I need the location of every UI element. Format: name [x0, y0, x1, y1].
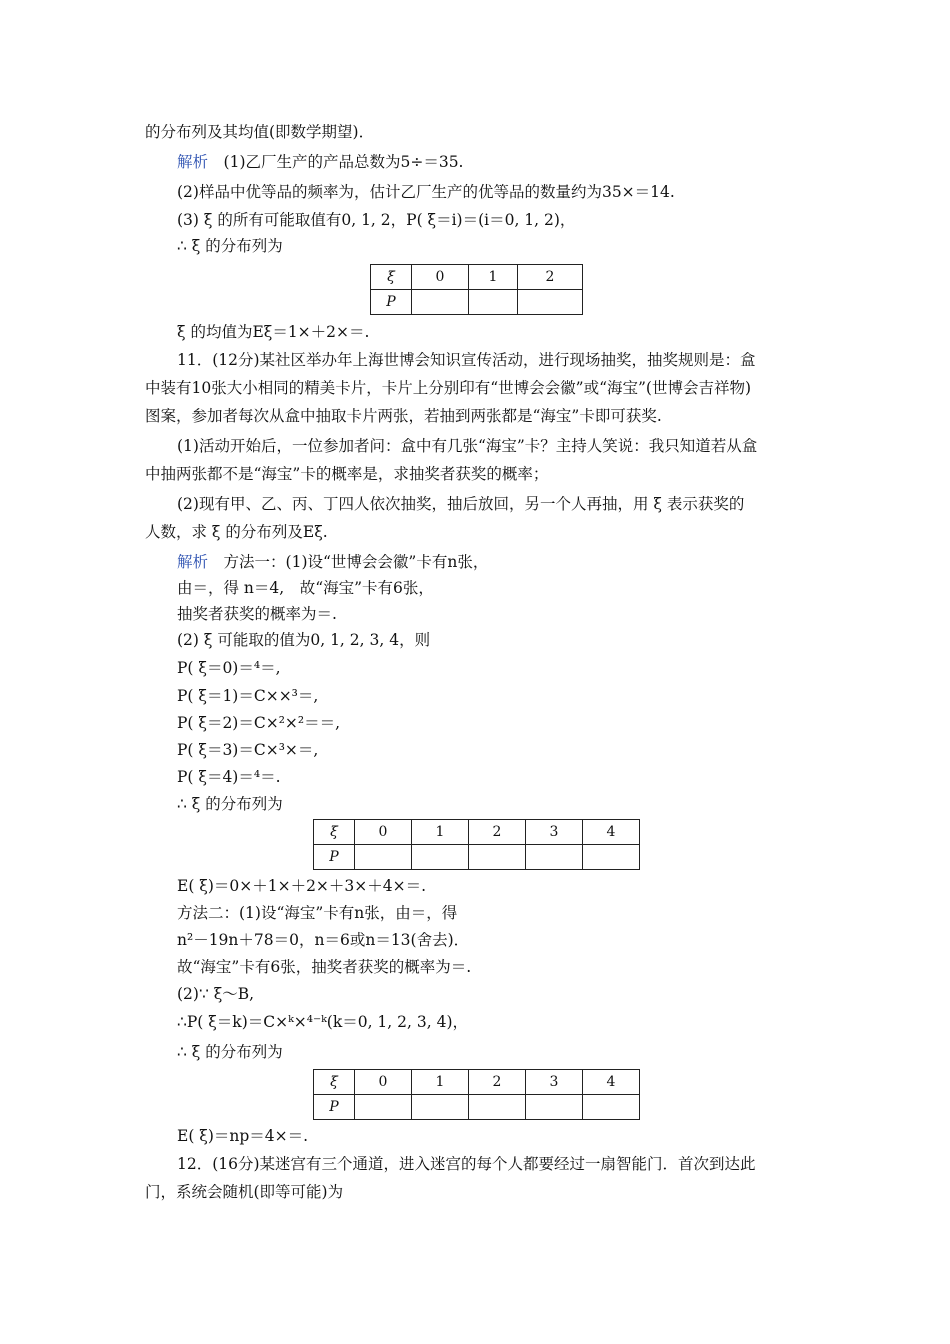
text-line: 故“海宝”卡有6张，抽奖者获奖的概率为＝.: [177, 958, 472, 976]
text-line: (2)现有甲、乙、丙、丁四人依次抽奖，抽后放回，另一个人再抽，用 ξ 表示获奖的: [177, 495, 745, 513]
table-row: [314, 845, 640, 870]
table-cell: 0: [355, 820, 412, 845]
text-line: ∴P( ξ＝k)＝C×ᵏ×⁴⁻ᵏ(k＝0, 1, 2, 3, 4)，: [177, 1013, 468, 1031]
table-cell: 4: [583, 820, 640, 845]
distribution-table-3: [313, 1069, 640, 1120]
text-line: ∴ ξ 的分布列为: [177, 795, 283, 813]
table-cell: [526, 1095, 583, 1120]
table-cell: 2: [469, 1070, 526, 1095]
text-line: (2) ξ 可能取的值为0, 1, 2, 3, 4，则: [177, 631, 431, 649]
text-line: (2)样品中优等品的频率为，估计乙厂生产的优等品的数量约为35×＝14.: [177, 183, 675, 201]
text-line: P( ξ＝0)＝⁴＝,: [177, 659, 281, 677]
text-line: n²－19n＋78＝0，n＝6或n＝13(舍去)．: [177, 931, 470, 949]
table-cell: ξ: [314, 1070, 355, 1095]
text-line: E( ξ)＝0×＋1×＋2×＋3×＋4×＝.: [177, 877, 427, 895]
text-line: P( ξ＝3)＝C×³×＝,: [177, 741, 319, 759]
table-cell: ξ: [371, 265, 412, 290]
table-cell: P: [371, 290, 412, 315]
text-line: 中抽两张都不是“海宝”卡的概率是，求抽奖者获奖的概率；: [145, 465, 549, 483]
text-span: (1)乙厂生产的产品总数为5÷＝35.: [223, 153, 464, 171]
text-line: [177, 552, 488, 572]
table-cell: [355, 845, 412, 870]
text-line: (1)活动开始后，一位参加者问：盒中有几张“海宝”卡？主持人笑说：我只知道若从盒: [177, 437, 758, 455]
text-line: 图案，参加者每次从盒中抽取卡片两张，若抽到两张都是“海宝”卡即可获奖.: [145, 407, 662, 425]
text-line: 抽奖者获奖的概率为＝.: [177, 605, 337, 623]
text-line: 方法二：(1)设“海宝”卡有n张，由＝，得: [177, 904, 458, 922]
table-cell: [518, 290, 583, 315]
table-cell: 1: [412, 1070, 469, 1095]
text-line: 11．(12分)某社区举办年上海世博会知识宣传活动，进行现场抽奖，抽奖规则是：盒: [177, 351, 756, 369]
text-line: 门，系统会随机(即等可能)为: [145, 1183, 344, 1201]
text-line: 由＝，得 n＝4, 故“海宝”卡有6张，: [177, 579, 434, 597]
distribution-table-1: [370, 264, 583, 315]
table-row: [314, 820, 640, 845]
table-row: [371, 265, 583, 290]
table-row: [314, 1070, 640, 1095]
text-span: 方法一：(1)设“世博会会徽”卡有n张，: [223, 553, 489, 571]
text-line: ξ 的均值为Eξ＝1×＋2×＝.: [177, 323, 370, 341]
text-line: [177, 152, 464, 172]
text-line: (2)∵ ξ～B,: [177, 985, 255, 1003]
table-cell: [355, 1095, 412, 1120]
table-cell: 1: [469, 265, 518, 290]
table-cell: [469, 1095, 526, 1120]
table-cell: 2: [469, 820, 526, 845]
table-cell: [469, 290, 518, 315]
text-line: P( ξ＝2)＝C×²×²＝＝,: [177, 714, 341, 732]
text-line: ∴ ξ 的分布列为: [177, 237, 283, 255]
table-cell: 3: [526, 820, 583, 845]
distribution-table-2: [313, 819, 640, 870]
analysis-tag: 解析: [177, 553, 209, 571]
table-cell: 0: [355, 1070, 412, 1095]
text-line: ∴ ξ 的分布列为: [177, 1043, 283, 1061]
text-line: (3) ξ 的所有可能取值有0, 1, 2，P( ξ＝i)＝(i＝0, 1, 2)，: [177, 211, 576, 229]
table-cell: [583, 1095, 640, 1120]
text-line: 中装有10张大小相同的精美卡片，卡片上分别印有“世博会会徽”或“海宝”(世博会吉祥物): [145, 379, 752, 397]
table-cell: [469, 845, 526, 870]
table-cell: P: [314, 1095, 355, 1120]
table-cell: 4: [583, 1070, 640, 1095]
table-cell: ξ: [314, 820, 355, 845]
table-cell: 0: [412, 265, 469, 290]
text-line: P( ξ＝4)＝⁴＝.: [177, 768, 281, 786]
table-row: [371, 290, 583, 315]
text-line: 的分布列及其均值(即数学期望)．: [145, 123, 375, 141]
table-cell: 1: [412, 820, 469, 845]
table-row: [314, 1095, 640, 1120]
table-cell: 3: [526, 1070, 583, 1095]
text-line: E( ξ)＝np＝4×＝.: [177, 1127, 309, 1145]
table-cell: 2: [518, 265, 583, 290]
text-line: 人数，求 ξ 的分布列及Eξ.: [145, 523, 328, 541]
table-cell: P: [314, 845, 355, 870]
text-line: 12．(16分)某迷宫有三个通道，进入迷宫的每个人都要经过一扇智能门．首次到达此: [177, 1155, 756, 1173]
table-cell: [526, 845, 583, 870]
table-cell: [412, 1095, 469, 1120]
table-cell: [412, 845, 469, 870]
table-cell: [412, 290, 469, 315]
table-cell: [583, 845, 640, 870]
text-line: P( ξ＝1)＝C××³＝,: [177, 687, 319, 705]
analysis-tag: 解析: [177, 153, 209, 171]
